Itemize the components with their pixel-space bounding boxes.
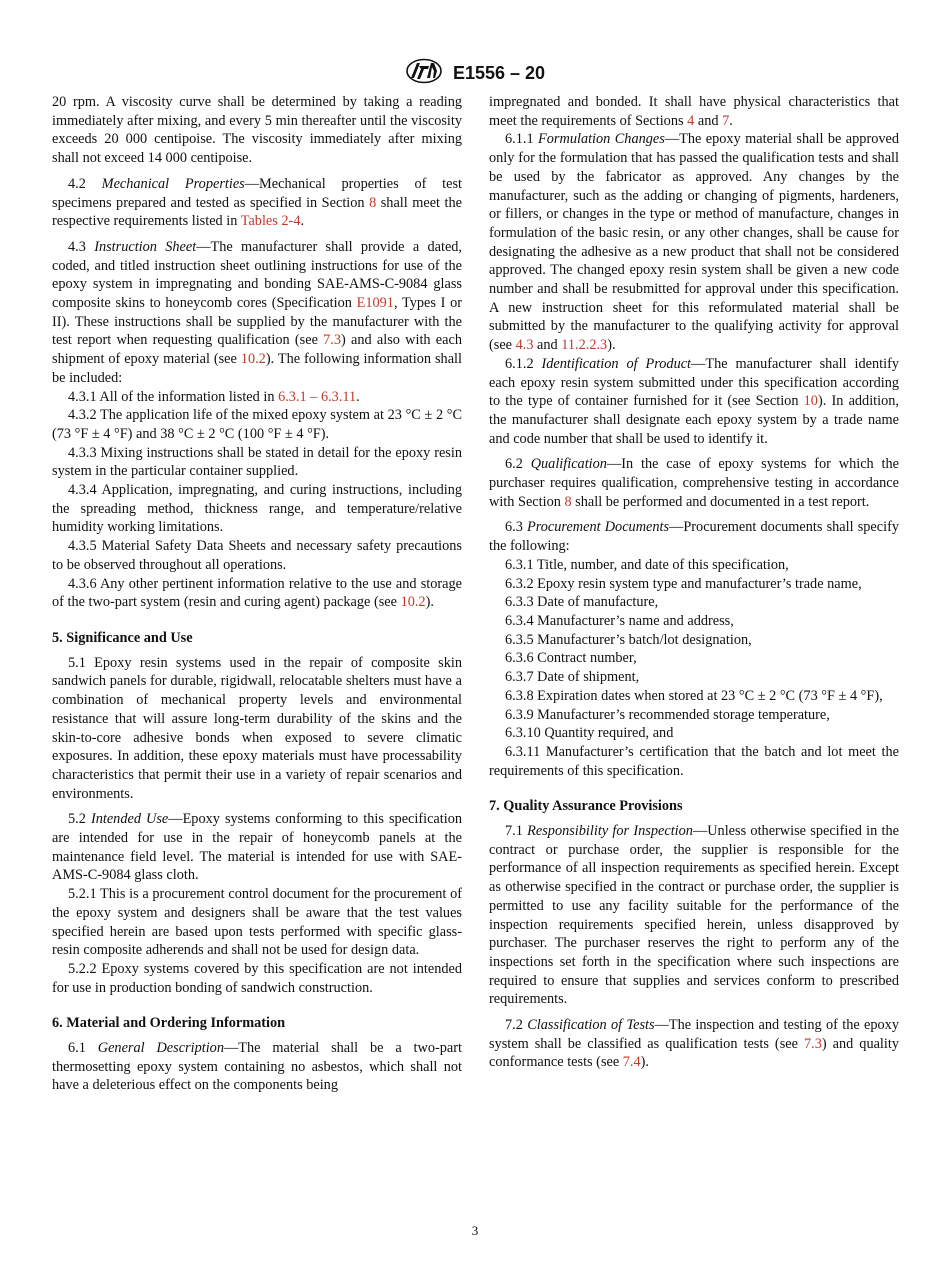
link-7-3[interactable]: 7.3 [323, 332, 342, 349]
list-item-6-3-5: 6.3.5 Manufacturer’s batch/lot designation, [505, 631, 752, 648]
paragraph-4-3: 4.3 Instruction Sheet—The manufacturer shall provide a dated, coded, and titled instruction sheet outlining instructions for use of the epoxy system in impregnating and bonding SAE-AMS-C-9084 glass composite skins to honeycomb cores (Specification E1091, Types I or II). These instructions shall be supplied by the manufacturer with the test report when requesting qualification (see 7.3) and also with each shipment of epoxy material (see 10.2). The following information shall be included: [52, 238, 463, 386]
link-e1091[interactable]: E1091 [356, 295, 394, 312]
paragraph-6-1-continued: impregnated and bonded. It shall have physical characteristics that meet the requirements of Sections 4 and 7. [489, 94, 899, 129]
link-10-2[interactable]: 10.2 [400, 594, 426, 611]
paragraph-4-3-4: 4.3.4 Application, impregnating, and curing instructions, including the spreading method, thickness range, and temperature/relative humidity working limitations. [52, 482, 462, 536]
link-10-2[interactable]: 10.2 [240, 351, 266, 368]
section-heading-5: 5. Significance and Use [52, 629, 193, 646]
link-11-2-2-3[interactable]: 11.2.2.3 [561, 337, 608, 354]
paragraph-6-1-2: 6.1.2 Identification of Product—The manufacturer shall identify each epoxy resin system submitted under this specification according to the type of container furnished for it (see Section 10). In addition, the manufacturer shall designate each epoxy system by a trade name and code number that shall be used to identify it. [489, 355, 900, 447]
paragraph-4-3-6: 4.3.6 Any other pertinent information relative to the use and storage of the two-part system (resin and curing agent) package (see 10.2). [52, 575, 462, 611]
list-item-6-3-6: 6.3.6 Contract number, [505, 650, 637, 667]
left-column [52, 93, 462, 1095]
paragraph-5-2: 5.2 Intended Use—Epoxy systems conforming to this specification are intended for use in the repair of honeycomb panels at the maintenance field level. The material is intended for use with SAE-AMS-C-9084 glass cloth. [52, 811, 463, 884]
list-item-6-3-9: 6.3.9 Manufacturer’s recommended storage temperature, [505, 706, 830, 723]
paragraph-6-3: 6.3 Procurement Documents—Procurement documents shall specify the following: [489, 519, 900, 555]
list-item-6-3-3: 6.3.3 Date of manufacture, [505, 594, 659, 611]
paragraph-7-2: 7.2 Classification of Tests—The inspection and testing of the epoxy system shall be classified as qualification tests (see 7.3) and quality conformance tests (see 7.4). [489, 1017, 899, 1071]
link-section-10[interactable]: 10 [803, 393, 818, 410]
list-item-6-3-8: 6.3.8 Expiration dates when stored at 23 °C ± 2 °C (73 °F ± 4 °F), [505, 687, 883, 704]
list-item-6-3-10: 6.3.10 Quantity required, and [505, 725, 674, 742]
link-7-3[interactable]: 7.3 [803, 1035, 822, 1052]
section-heading-7: 7. Quality Assurance Provisions [489, 798, 683, 815]
page-number: 3 [471, 1223, 479, 1238]
paragraph-4-3-3: 4.3.3 Mixing instructions shall be stated in detail for the epoxy resin system in the particular container supplied. [52, 444, 462, 480]
paragraph-4-2: 4.2 Mechanical Properties—Mechanical properties of test specimens prepared and tested as specified in Section 8 shall meet the respective requirements listed in Tables 2-4. [52, 175, 462, 230]
paragraph-6-2: 6.2 Qualification—In the case of epoxy systems for which the purchaser requires qualification, comprehensive testing in accordance with Section 8 shall be performed and documented in a test report. [489, 456, 899, 510]
link-7-4[interactable]: 7.4 [622, 1054, 641, 1071]
paragraph-4-3-1: 4.3.1 All of the information listed in 6.3.1 – 6.3.11. [68, 388, 360, 405]
paragraph-5-2-1: 5.2.1 This is a procurement control document for the procurement of the epoxy system and designers shall be aware that the test values specified herein are based upon tests performed with specific glass-resin composite adherends and shall not be used for design data. [52, 886, 462, 959]
link-6-3-1-to-6-3-11[interactable]: 6.3.1 – 6.3.11 [278, 388, 357, 405]
link-section-8[interactable]: 8 [369, 194, 377, 211]
list-item-6-3-11: 6.3.11 Manufacturer’s certification that the batch and lot meet the requirements of this specification. [489, 743, 899, 779]
link-section-8[interactable]: 8 [564, 493, 572, 510]
list-item-6-3-1: 6.3.1 Title, number, and date of this specification, [505, 556, 789, 573]
list-item-6-3-2: 6.3.2 Epoxy resin system type and manufacturer’s trade name, [505, 575, 862, 592]
paragraph-6-1-1: 6.1.1 Formulation Changes—The epoxy material shall be approved only for the formulation that has passed the qualification tests and shall be used by the fabricator as approved. Any changes by the manufacturer, such as the adding or changing of pigments, hardeners, or fillers, or changes in the type or method of manufacture, changes in formulation of the basic resin, or any other changes, shall be cause for designating the adhesive as a new product that shall not be considered approved. The changed epoxy resin system shall be given a new code number and shall be resubmitted for approval under this specification. A new instruction sheet for this reformulated material shall be submitted by the manufacturer to the qualifying activity for approval (see 4.3 and 11.2.2.3). [489, 131, 899, 354]
paragraph-7-1: 7.1 Responsibility for Inspection—Unless otherwise specified in the contract or purchase order, the supplier is responsible for the performance of all inspection requirements as specified herein. Except as otherwise specified in the contract or purchase order, the supplier is permitted to use any facility suitable for the performance of the inspection requirements specified herein, unless disapproved by purchaser. The purchaser reserves the right to perform any of the inspections set forth in the specification where such inspections are required to ensure that supplies and services conform to prescribed requirements. [489, 823, 899, 1008]
document-code: E1556 – 20 [452, 63, 546, 83]
astm-logo-icon [405, 58, 443, 89]
paragraph-4-3-5: 4.3.5 Material Safety Data Sheets and necessary safety precautions to be observed throughout all operations. [52, 538, 462, 573]
section-heading-6: 6. Material and Ordering Information [52, 1015, 286, 1032]
link-4-3[interactable]: 4.3 [515, 337, 534, 354]
paragraph-5-2-2: 5.2.2 Epoxy systems covered by this specification are not intended for use in production bonding of sandwich construction. [52, 960, 462, 996]
page-header [0, 58, 950, 89]
list-item-6-3-7: 6.3.7 Date of shipment, [505, 669, 640, 686]
link-section-4[interactable]: 4 [687, 112, 695, 129]
paragraph-5-1: 5.1 Epoxy resin systems used in the repair of composite skin sandwich panels for durable, rigidwall, relocatable shelters must have a combination of mechanical property levels and environmental resistance that will assure long-term durability of the skins and the skin-to-core adhesive bonds when exposed to severe climatic exposures. In addition, these epoxy materials must have processability characteristics that permit their use in a variety of repair scenarios and environments. [52, 654, 462, 802]
paragraph-6-1: 6.1 General Description—The material shall be a two-part thermosetting epoxy system containing no asbestos, which shall not have a deleterious effect on the components being [52, 1040, 462, 1094]
right-column [489, 93, 899, 1072]
link-section-7[interactable]: 7 [722, 112, 730, 129]
list-item-6-3-4: 6.3.4 Manufacturer’s name and address, [505, 612, 734, 629]
paragraph-4-3-2: 4.3.2 The application life of the mixed epoxy system at 23 °C ± 2 °C (73 °F ± 4 °F) and 38 °C ± 2 °C (100 °F ± 4 °F). [52, 407, 462, 442]
link-tables-2-4[interactable]: Tables 2-4 [240, 213, 301, 230]
paragraph-viscosity: 20 rpm. A viscosity curve shall be determined by taking a reading immediately after mixing, and every 5 min thereafter until the viscosity exceeds 20 000 centipoise. The viscosity immediately after mixing shall not exceed 14 000 centipoise. [52, 94, 462, 167]
